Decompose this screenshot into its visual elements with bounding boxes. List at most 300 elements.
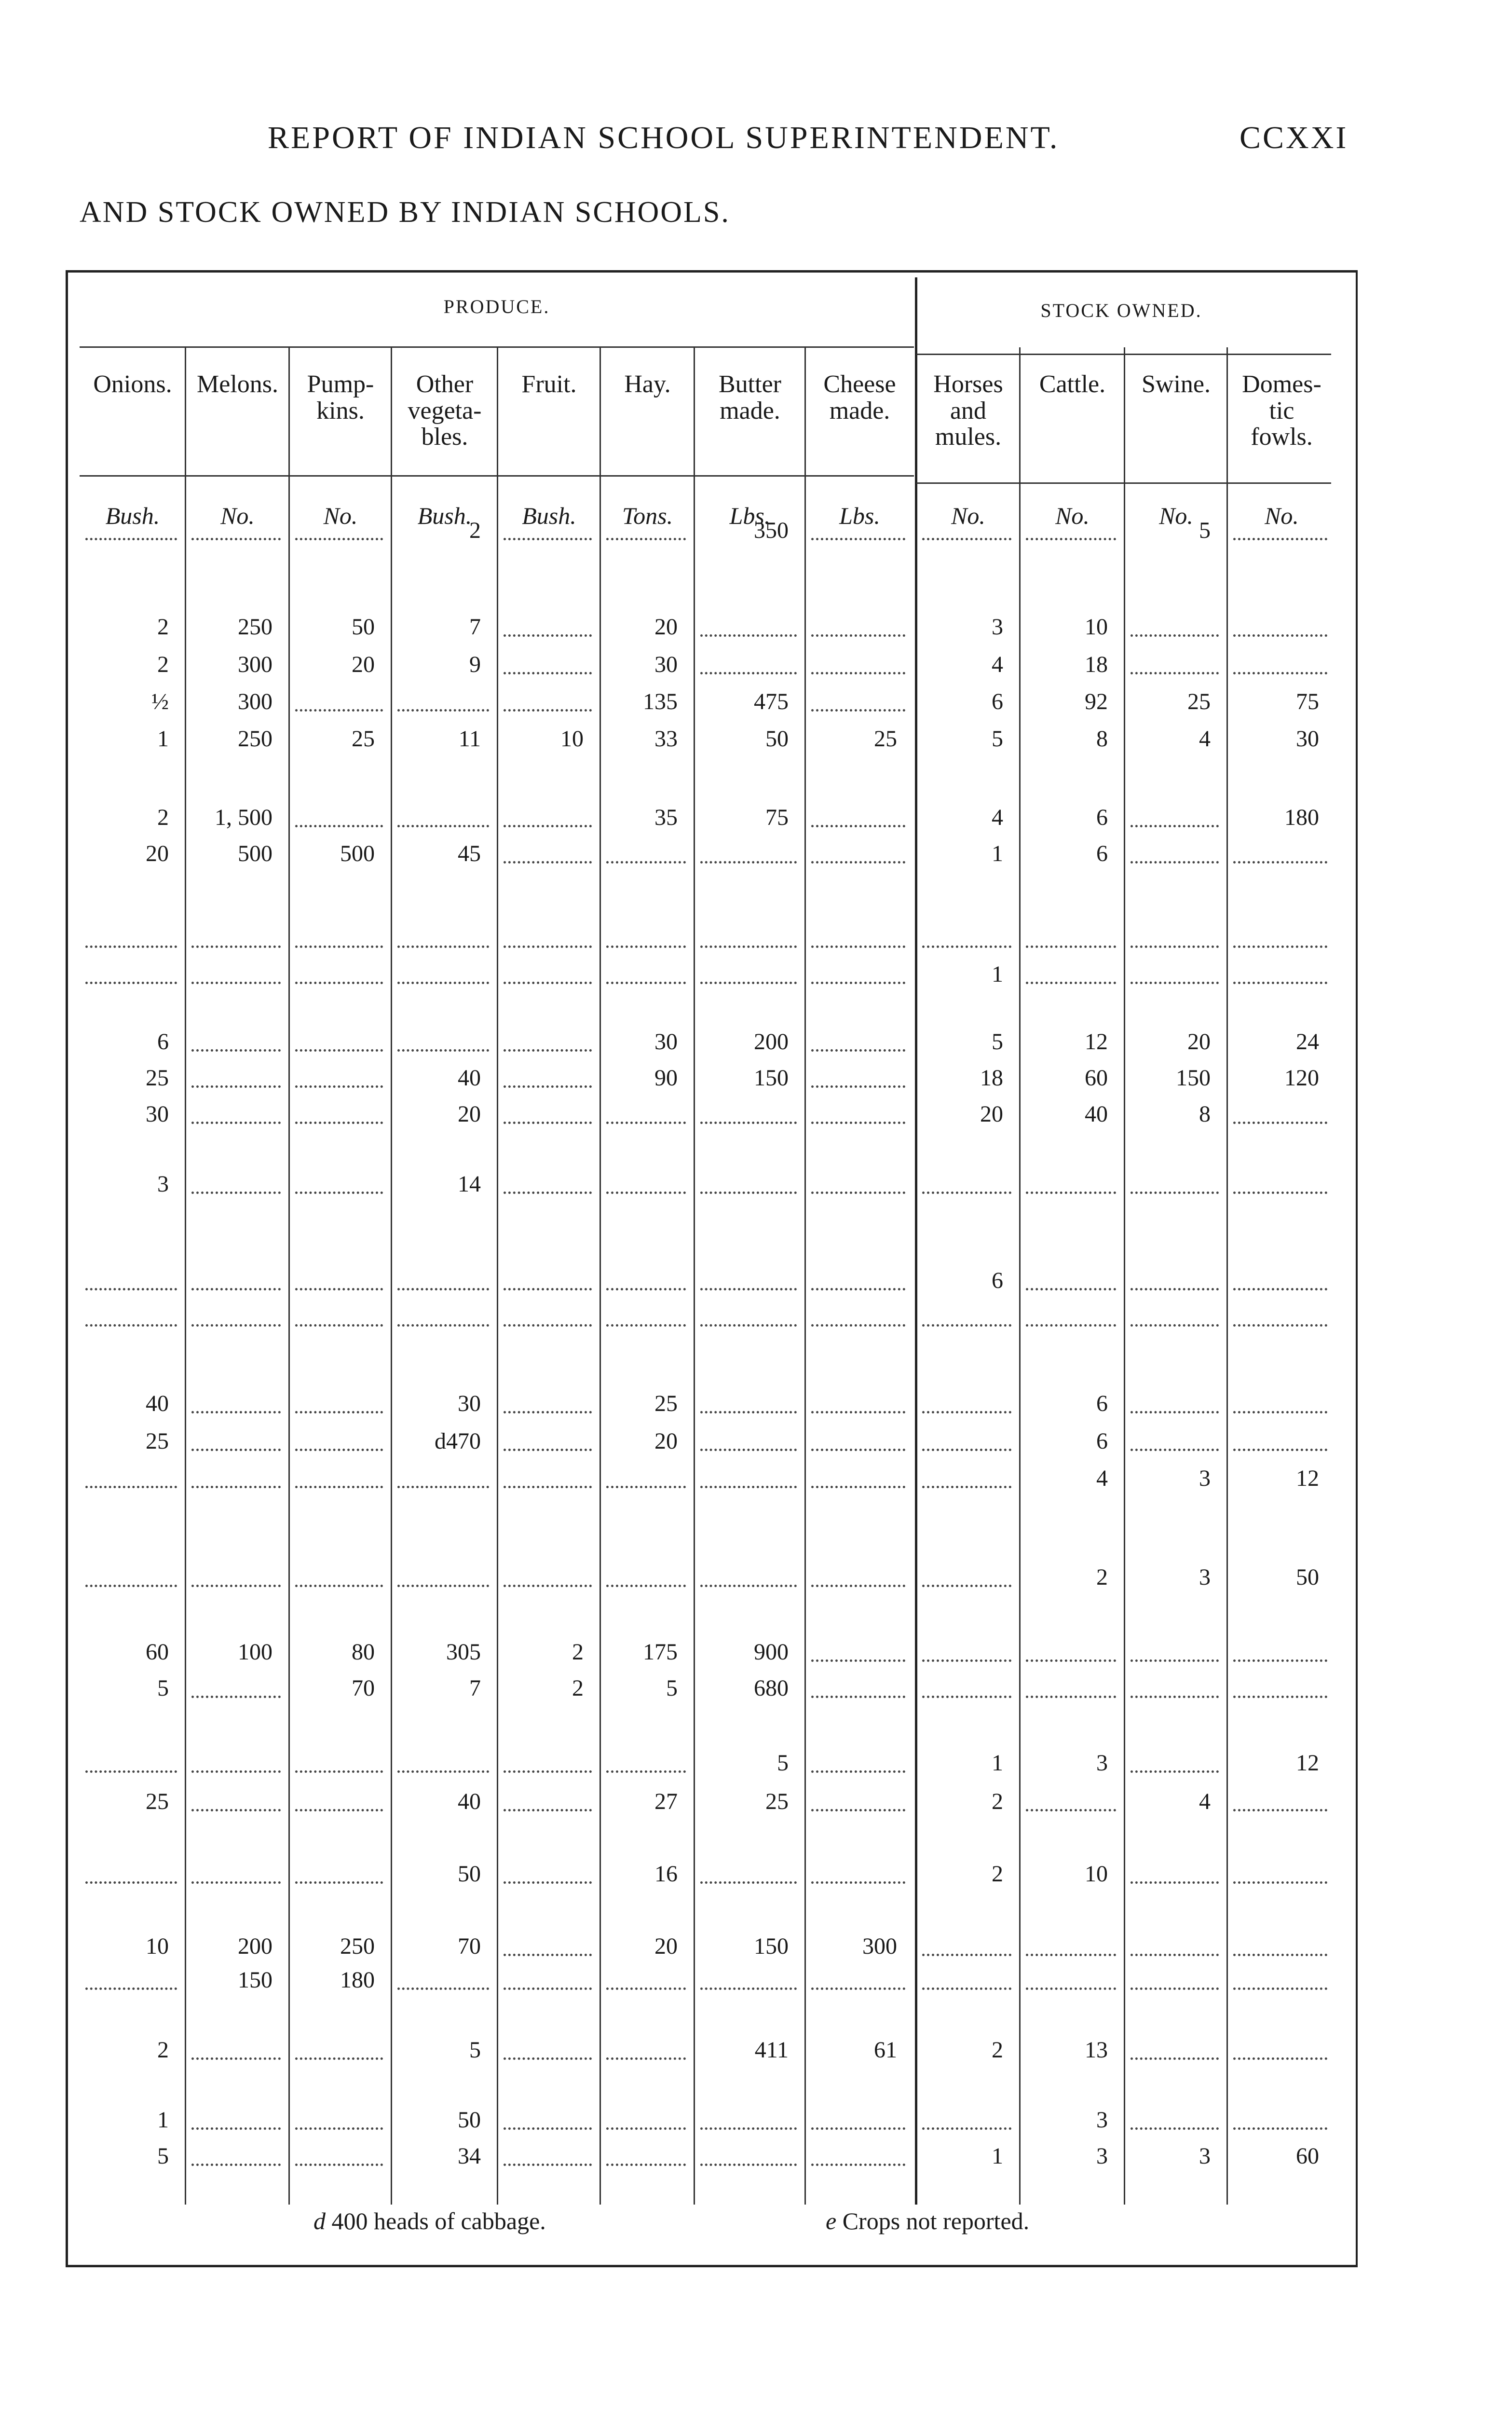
empty-cell-leader (922, 1449, 1011, 1451)
table-cell: 2 (992, 1789, 1003, 1814)
table-cell: 61 (874, 2037, 897, 2063)
empty-cell-leader (1233, 538, 1327, 540)
empty-cell-leader (811, 1411, 905, 1413)
table-cell: 350 (754, 518, 789, 543)
empty-cell-leader (397, 982, 489, 984)
table-cell: 75 (765, 805, 789, 830)
empty-cell-leader (295, 538, 383, 540)
empty-cell-leader (295, 982, 383, 984)
empty-cell-leader (1131, 825, 1219, 827)
table-cell: 1 (157, 2107, 169, 2133)
column-unit: Lbs. (839, 502, 880, 529)
table-cell: 3 (992, 614, 1003, 640)
empty-cell-leader (1131, 1696, 1219, 1698)
table-cell: 1 (992, 961, 1003, 987)
empty-cell-leader (504, 2164, 592, 2166)
empty-cell-leader (811, 1881, 905, 1884)
table-cell: 411 (754, 2037, 789, 2063)
empty-cell-leader (85, 1585, 177, 1587)
table-cell: 12 (1085, 1029, 1108, 1055)
table-cell: 200 (238, 1933, 272, 1959)
table-cell: 250 (238, 614, 272, 640)
empty-cell-leader (191, 946, 281, 948)
column-header: Pump- kins. (307, 370, 374, 425)
empty-cell-leader (811, 2127, 905, 2130)
table-cell: 300 (862, 1933, 897, 1959)
empty-cell-leader (606, 2057, 686, 2060)
table-cell: 25 (146, 1428, 169, 1454)
empty-cell-leader (504, 1049, 592, 1052)
empty-cell-leader (191, 2127, 281, 2130)
header-rule (80, 475, 914, 477)
table-cell: 20 (654, 1428, 678, 1454)
empty-cell-leader (504, 946, 592, 948)
empty-cell-leader (504, 538, 592, 540)
header-rule (80, 346, 914, 348)
table-cell: 60 (1296, 2143, 1319, 2169)
empty-cell-leader (1131, 982, 1219, 984)
table-cell: 13 (1085, 2037, 1108, 2063)
empty-cell-leader (1233, 1411, 1327, 1413)
table-cell: 6 (157, 1029, 169, 1055)
running-title: REPORT OF INDIAN SCHOOL SUPERINTENDENT. (268, 120, 1060, 155)
table-cell: 50 (352, 614, 375, 640)
table-cell: 150 (754, 1933, 789, 1959)
empty-cell-leader (606, 1987, 686, 1990)
column-header: Hay. (624, 370, 671, 398)
table-cell: 5 (777, 1750, 789, 1776)
empty-cell-leader (85, 946, 177, 948)
footnote-d-marker: d (313, 2207, 326, 2234)
table-cell: 2 (572, 1639, 584, 1665)
table-cell: 2 (157, 2037, 169, 2063)
empty-cell-leader (1131, 1288, 1219, 1290)
column-header: Onions. (93, 370, 172, 398)
empty-cell-leader (1233, 1696, 1327, 1698)
table-cell: 250 (238, 726, 272, 752)
empty-cell-leader (295, 1809, 383, 1811)
empty-cell-leader (1026, 1288, 1116, 1290)
empty-cell-leader (1233, 1324, 1327, 1327)
empty-cell-leader (1233, 946, 1327, 948)
table-cell: 60 (1085, 1065, 1108, 1091)
empty-cell-leader (606, 1192, 686, 1194)
table-cell: 60 (146, 1639, 169, 1665)
table-cell: 8 (1199, 1101, 1211, 1127)
empty-cell-leader (295, 1449, 383, 1451)
column-unit: No. (1265, 502, 1299, 529)
empty-cell-leader (504, 709, 592, 712)
empty-cell-leader (295, 1486, 383, 1488)
empty-cell-leader (700, 1411, 797, 1413)
table-cell: 1 (992, 1750, 1003, 1776)
empty-cell-leader (191, 538, 281, 540)
empty-cell-leader (191, 1085, 281, 1088)
table-cell: 305 (446, 1639, 481, 1665)
empty-cell-leader (700, 1192, 797, 1194)
empty-cell-leader (1131, 1881, 1219, 1884)
empty-cell-leader (922, 1411, 1011, 1413)
table-cell: 18 (980, 1065, 1003, 1091)
table-cell: 475 (754, 689, 789, 714)
footnote-d-text: 400 heads of cabbage. (326, 2207, 546, 2234)
footnote-d (313, 2207, 546, 2235)
empty-cell-leader (504, 1192, 592, 1194)
table-cell: 5 (992, 726, 1003, 752)
empty-cell-leader (397, 1770, 489, 1773)
table-cell: 20 (980, 1101, 1003, 1127)
table-cell: 40 (458, 1789, 481, 1814)
empty-cell-leader (191, 1881, 281, 1884)
empty-cell-leader (1131, 634, 1219, 637)
column-rule (1124, 347, 1125, 2205)
table-cell: 180 (1284, 805, 1319, 830)
column-rule (1226, 347, 1228, 2205)
empty-cell-leader (606, 1770, 686, 1773)
empty-cell-leader (1131, 1770, 1219, 1773)
empty-cell-leader (811, 1585, 905, 1587)
table-cell: 300 (238, 689, 272, 714)
empty-cell-leader (922, 1585, 1011, 1587)
table-cell: 14 (458, 1171, 481, 1197)
table-cell: 1 (992, 2143, 1003, 2169)
empty-cell-leader (295, 1288, 383, 1290)
table-cell: 25 (1187, 689, 1211, 714)
empty-cell-leader (1131, 1449, 1219, 1451)
empty-cell-leader (1233, 982, 1327, 984)
table-cell: 20 (654, 1933, 678, 1959)
empty-cell-leader (397, 1987, 489, 1990)
empty-cell-leader (397, 1486, 489, 1488)
table-cell: 3 (1199, 1564, 1211, 1590)
empty-cell-leader (811, 1288, 905, 1290)
table-cell: 10 (146, 1933, 169, 1959)
empty-cell-leader (811, 1122, 905, 1124)
table-cell: 20 (352, 652, 375, 677)
table-cell: 18 (1085, 652, 1108, 677)
empty-cell-leader (295, 1770, 383, 1773)
empty-cell-leader (191, 1288, 281, 1290)
table-cell: 20 (1187, 1029, 1211, 1055)
empty-cell-leader (504, 1809, 592, 1811)
table-cell: 7 (469, 614, 481, 640)
table-cell: 3 (1199, 2143, 1211, 2169)
empty-cell-leader (1131, 1411, 1219, 1413)
table-cell: 50 (1296, 1564, 1319, 1590)
table-cell: 10 (560, 726, 584, 752)
empty-cell-leader (397, 1049, 489, 1052)
column-unit: No. (1055, 502, 1090, 529)
table-cell: 150 (238, 1967, 272, 1993)
empty-cell-leader (191, 1449, 281, 1451)
empty-cell-leader (504, 1288, 592, 1290)
column-header: Fruit. (521, 370, 577, 398)
empty-cell-leader (85, 538, 177, 540)
table-cell: 6 (1096, 1391, 1108, 1416)
table-cell: 8 (1096, 726, 1108, 752)
table-cell: ½ (151, 689, 169, 714)
table-cell: d470 (435, 1428, 481, 1454)
empty-cell-leader (811, 1049, 905, 1052)
empty-cell-leader (295, 709, 383, 712)
empty-cell-leader (922, 1486, 1011, 1488)
column-rule (804, 347, 806, 2205)
table-cell: 2 (157, 652, 169, 677)
empty-cell-leader (1131, 1954, 1219, 1956)
table-cell: 70 (352, 1675, 375, 1701)
empty-cell-leader (504, 861, 592, 863)
empty-cell-leader (504, 1585, 592, 1587)
empty-cell-leader (191, 982, 281, 984)
empty-cell-leader (191, 1411, 281, 1413)
empty-cell-leader (295, 1122, 383, 1124)
table-cell: 30 (146, 1101, 169, 1127)
empty-cell-leader (700, 1486, 797, 1488)
table-cell: 9 (469, 652, 481, 677)
table-cell: 4 (992, 805, 1003, 830)
header-rule (916, 354, 1331, 355)
empty-cell-leader (811, 2164, 905, 2166)
empty-cell-leader (1131, 2127, 1219, 2130)
table-cell: 25 (146, 1065, 169, 1091)
table-cell: 20 (146, 841, 169, 866)
empty-cell-leader (191, 1585, 281, 1587)
table-cell: 150 (754, 1065, 789, 1091)
empty-cell-leader (191, 2057, 281, 2060)
empty-cell-leader (922, 538, 1011, 540)
empty-cell-leader (1233, 1449, 1327, 1451)
table-cell: 4 (1199, 726, 1211, 752)
table-cell: 33 (654, 726, 678, 752)
table-cell: 90 (654, 1065, 678, 1091)
empty-cell-leader (811, 1770, 905, 1773)
empty-cell-leader (504, 1122, 592, 1124)
table-cell: 50 (458, 1861, 481, 1887)
table-cell: 92 (1085, 689, 1108, 714)
empty-cell-leader (1131, 2057, 1219, 2060)
column-unit: Bush. (522, 502, 576, 529)
empty-cell-leader (606, 538, 686, 540)
empty-cell-leader (1233, 1288, 1327, 1290)
empty-cell-leader (700, 672, 797, 674)
table-cell: 3 (1096, 2143, 1108, 2169)
column-unit: Tons. (622, 502, 673, 529)
table-cell: 12 (1296, 1750, 1319, 1776)
table-cell: 3 (1096, 1750, 1108, 1776)
table-cell: 40 (1085, 1101, 1108, 1127)
empty-cell-leader (1233, 1881, 1327, 1884)
empty-cell-leader (295, 2057, 383, 2060)
empty-cell-leader (504, 672, 592, 674)
empty-cell-leader (85, 1324, 177, 1327)
table-cell: 4 (1199, 1789, 1211, 1814)
empty-cell-leader (295, 1585, 383, 1587)
empty-cell-leader (504, 1411, 592, 1413)
empty-cell-leader (700, 1987, 797, 1990)
empty-cell-leader (1233, 634, 1327, 637)
empty-cell-leader (811, 1987, 905, 1990)
empty-cell-leader (1131, 1324, 1219, 1327)
empty-cell-leader (397, 946, 489, 948)
empty-cell-leader (922, 1324, 1011, 1327)
empty-cell-leader (811, 1449, 905, 1451)
column-header: Butter made. (719, 370, 781, 425)
table-cell: 16 (654, 1861, 678, 1887)
table-cell: 2 (572, 1675, 584, 1701)
empty-cell-leader (397, 1288, 489, 1290)
empty-cell-leader (606, 1122, 686, 1124)
empty-cell-leader (700, 946, 797, 948)
empty-cell-leader (504, 1881, 592, 1884)
table-cell: 2 (992, 1861, 1003, 1887)
table-cell: 900 (754, 1639, 789, 1665)
empty-cell-leader (922, 946, 1011, 948)
column-header: Horses and mules. (933, 370, 1003, 451)
empty-cell-leader (295, 2127, 383, 2130)
table-cell: 30 (458, 1391, 481, 1416)
group-header-produce: PRODUCE. (443, 296, 550, 317)
empty-cell-leader (811, 634, 905, 637)
empty-cell-leader (1131, 1659, 1219, 1662)
empty-cell-leader (191, 1122, 281, 1124)
table-cell: 20 (654, 614, 678, 640)
empty-cell-leader (504, 1324, 592, 1327)
empty-cell-leader (811, 538, 905, 540)
empty-cell-leader (85, 1486, 177, 1488)
column-unit: No. (220, 502, 255, 529)
empty-cell-leader (700, 2164, 797, 2166)
empty-cell-leader (295, 2164, 383, 2166)
table-cell: 40 (458, 1065, 481, 1091)
table-cell: 1, 500 (215, 805, 272, 830)
table-cell: 34 (458, 2143, 481, 2169)
empty-cell-leader (811, 861, 905, 863)
empty-cell-leader (504, 982, 592, 984)
column-header: Swine. (1142, 370, 1211, 398)
empty-cell-leader (85, 1881, 177, 1884)
empty-cell-leader (85, 982, 177, 984)
empty-cell-leader (700, 1122, 797, 1124)
empty-cell-leader (191, 1324, 281, 1327)
empty-cell-leader (295, 946, 383, 948)
empty-cell-leader (1026, 1324, 1116, 1327)
empty-cell-leader (811, 672, 905, 674)
empty-cell-leader (1233, 1809, 1327, 1811)
empty-cell-leader (700, 634, 797, 637)
empty-cell-leader (700, 1324, 797, 1327)
empty-cell-leader (397, 709, 489, 712)
table-cell: 6 (992, 1268, 1003, 1293)
empty-cell-leader (1026, 1809, 1116, 1811)
empty-cell-leader (504, 1954, 592, 1956)
empty-cell-leader (700, 1288, 797, 1290)
empty-cell-leader (922, 1954, 1011, 1956)
empty-cell-leader (1026, 1954, 1116, 1956)
column-rule (497, 347, 498, 2205)
empty-cell-leader (700, 2127, 797, 2130)
table-cell: 680 (754, 1675, 789, 1701)
empty-cell-leader (1233, 1659, 1327, 1662)
empty-cell-leader (504, 2127, 592, 2130)
empty-cell-leader (295, 1085, 383, 1088)
empty-cell-leader (811, 1085, 905, 1088)
empty-cell-leader (606, 1585, 686, 1587)
column-unit: No. (323, 502, 358, 529)
table-cell: 25 (654, 1391, 678, 1416)
column-header: Cattle. (1039, 370, 1106, 398)
table-cell: 100 (238, 1639, 272, 1665)
table-cell: 120 (1284, 1065, 1319, 1091)
empty-cell-leader (191, 1696, 281, 1698)
empty-cell-leader (504, 1987, 592, 1990)
table-cell: 25 (765, 1789, 789, 1814)
footnote-e-text: Crops not reported. (836, 2207, 1030, 2234)
table-cell: 3 (1199, 1466, 1211, 1491)
table-cell: 5 (992, 1029, 1003, 1055)
empty-cell-leader (295, 825, 383, 827)
table-cell: 11 (458, 726, 481, 752)
empty-cell-leader (922, 1987, 1011, 1990)
empty-cell-leader (606, 1486, 686, 1488)
table-cell: 200 (754, 1029, 789, 1055)
column-unit: Lbs. (729, 502, 771, 529)
empty-cell-leader (700, 982, 797, 984)
empty-cell-leader (504, 1486, 592, 1488)
empty-cell-leader (295, 1324, 383, 1327)
column-rule (694, 347, 695, 2205)
table-cell: 25 (146, 1789, 169, 1814)
empty-cell-leader (922, 1659, 1011, 1662)
table-cell: 2 (469, 518, 481, 543)
table-cell: 30 (654, 1029, 678, 1055)
empty-cell-leader (922, 1696, 1011, 1698)
table-cell: 500 (340, 841, 375, 866)
table-cell: 6 (992, 689, 1003, 714)
table-cell: 2 (157, 614, 169, 640)
empty-cell-leader (1233, 1987, 1327, 1990)
table-cell: 45 (458, 841, 481, 866)
empty-cell-leader (295, 1049, 383, 1052)
footnote-e-marker: e (826, 2207, 837, 2234)
empty-cell-leader (606, 1288, 686, 1290)
empty-cell-leader (700, 1881, 797, 1884)
table-cell: 1 (992, 841, 1003, 866)
column-unit: Bush. (105, 502, 160, 529)
column-header: Other vegeta- bles. (408, 370, 482, 451)
table-cell: 3 (1096, 2107, 1108, 2133)
empty-cell-leader (504, 634, 592, 637)
table-cell: 180 (340, 1967, 375, 1993)
table-cell: 2 (157, 805, 169, 830)
table-cell: 2 (992, 2037, 1003, 2063)
table-cell: 30 (654, 652, 678, 677)
column-header: Cheese made. (823, 370, 896, 425)
table-cell: 300 (238, 652, 272, 677)
empty-cell-leader (191, 1486, 281, 1488)
column-header: Melons. (197, 370, 278, 398)
empty-cell-leader (606, 2164, 686, 2166)
empty-cell-leader (1233, 2127, 1327, 2130)
table-cell: 12 (1296, 1466, 1319, 1491)
empty-cell-leader (1026, 1696, 1116, 1698)
column-header: Domes- tic fowls. (1242, 370, 1321, 451)
empty-cell-leader (811, 1809, 905, 1811)
page-number: CCXXI (1240, 120, 1349, 155)
empty-cell-leader (1233, 1122, 1327, 1124)
table-cell: 10 (1085, 1861, 1108, 1887)
empty-cell-leader (606, 946, 686, 948)
column-unit: No. (1159, 502, 1193, 529)
